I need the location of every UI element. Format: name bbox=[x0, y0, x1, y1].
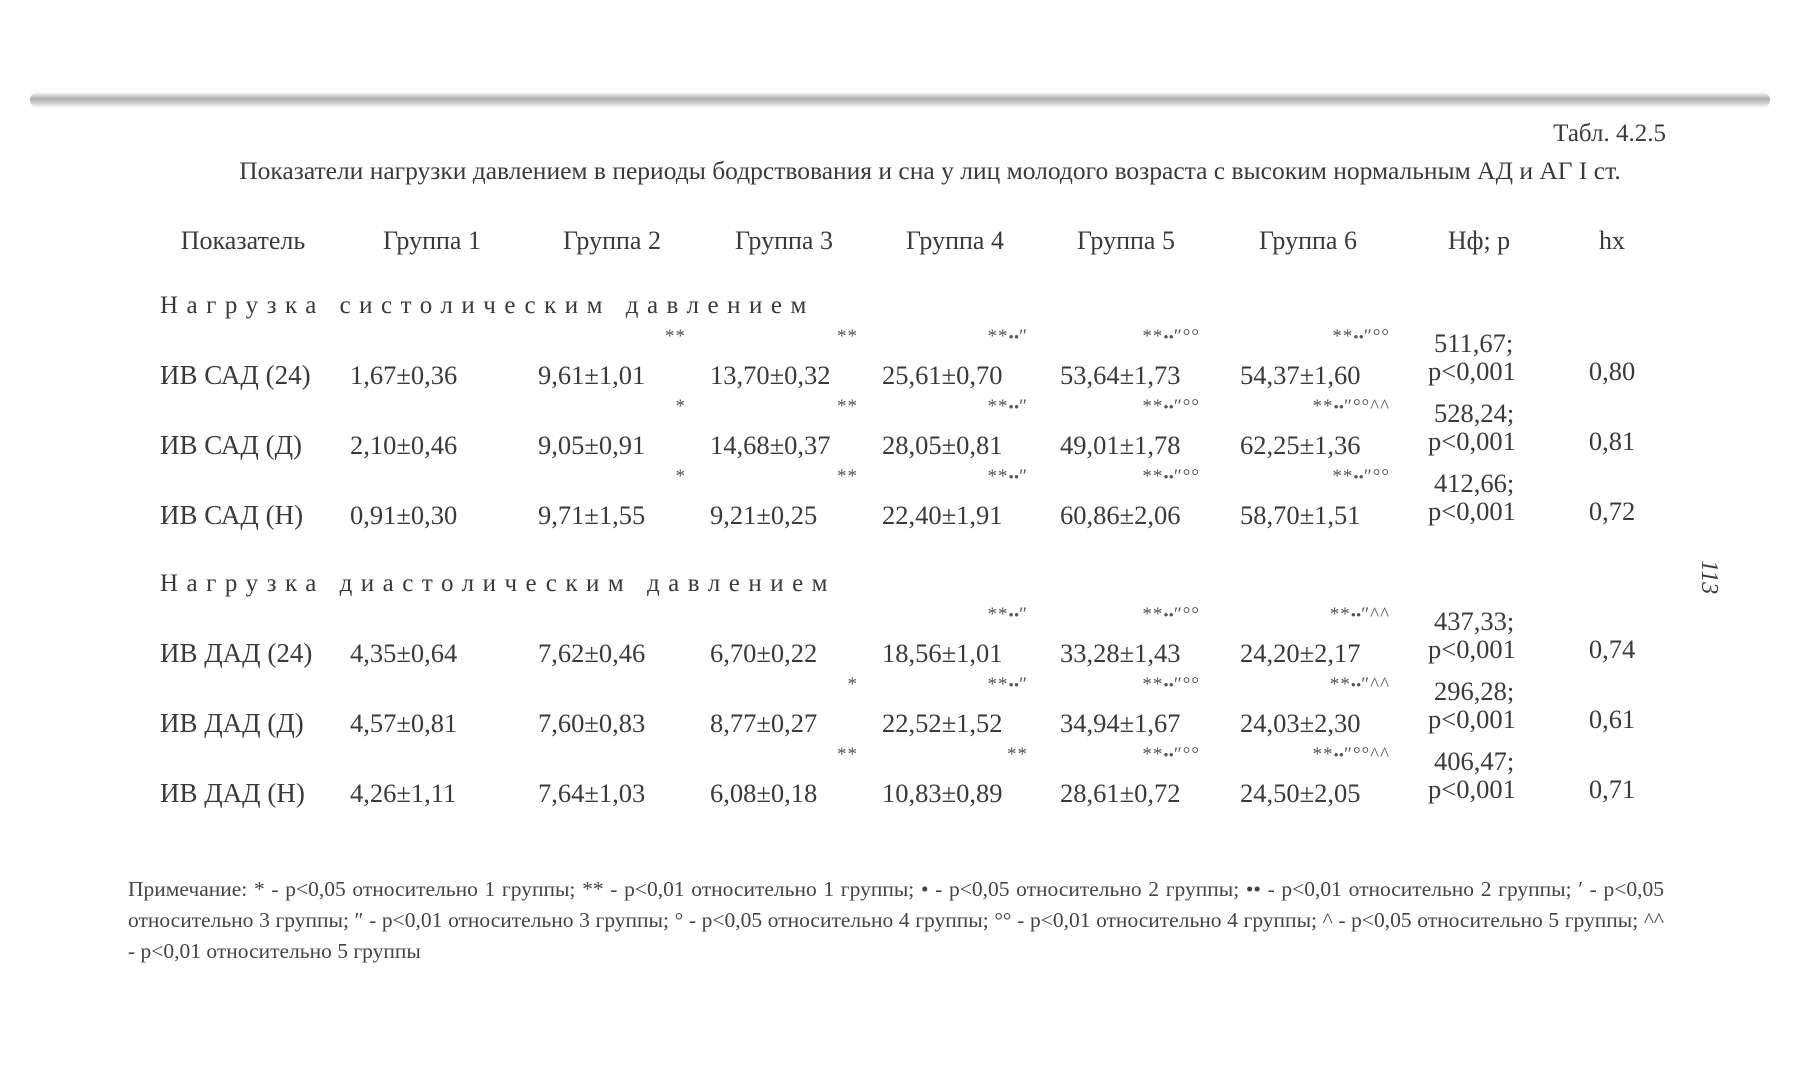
cell-value-group-5: 53,64±1,73 bbox=[1060, 360, 1181, 390]
significance-marks: **••″°° bbox=[1142, 466, 1200, 487]
significance-marks: **••″^^ bbox=[1329, 674, 1390, 695]
col-header-group-3: Группа 3 bbox=[735, 226, 833, 255]
cell-value-group-2: 9,05±0,91 bbox=[538, 430, 646, 460]
cell-p-value: p<0,001 bbox=[1428, 704, 1516, 734]
cell-hx-value: 0,74 bbox=[1588, 634, 1636, 664]
page-number: 113 bbox=[1696, 560, 1722, 595]
cell-value-group-4: 10,83±0,89 bbox=[882, 778, 1003, 808]
row-label: ИВ САД (24) bbox=[160, 360, 311, 390]
cell-value-group-2: 7,60±0,83 bbox=[538, 708, 646, 738]
cell-p-value: p<0,001 bbox=[1428, 634, 1516, 664]
cell-value-group-1: 0,91±0,30 bbox=[350, 500, 458, 530]
significance-marks: **••″°° bbox=[1142, 744, 1200, 765]
significance-marks: **••″ bbox=[987, 326, 1028, 347]
cell-hx-value: 0,81 bbox=[1588, 426, 1636, 456]
significance-marks: ** bbox=[837, 466, 858, 487]
significance-marks: ** bbox=[837, 396, 858, 417]
col-header-group-4: Группа 4 bbox=[906, 226, 1004, 255]
section-title: Нагрузка систолическим давлением bbox=[160, 292, 815, 319]
significance-marks: **••″°° bbox=[1332, 466, 1390, 487]
significance-marks: **••″°° bbox=[1332, 326, 1390, 347]
cell-value-group-2: 7,64±1,03 bbox=[538, 778, 646, 808]
significance-marks: ** bbox=[837, 744, 858, 765]
row-label: ИВ ДАД (Д) bbox=[160, 708, 304, 738]
cell-p-value: p<0,001 bbox=[1428, 426, 1516, 456]
significance-marks: **••″ bbox=[987, 604, 1028, 625]
significance-marks: ** bbox=[837, 326, 858, 347]
cell-value-group-2: 7,62±0,46 bbox=[538, 638, 646, 668]
cell-hx-value: 0,80 bbox=[1588, 356, 1636, 386]
row-label: ИВ ДАД (24) bbox=[160, 638, 313, 668]
cell-p-value: p<0,001 bbox=[1428, 496, 1516, 526]
significance-marks: ** bbox=[1007, 744, 1028, 765]
significance-marks: **••″^^ bbox=[1329, 604, 1390, 625]
cell-value-group-4: 22,40±1,91 bbox=[882, 500, 1003, 530]
cell-value-group-3: 8,77±0,27 bbox=[710, 708, 818, 738]
cell-h-value: 296,28; bbox=[1434, 676, 1515, 706]
scan-shadow-band bbox=[30, 92, 1770, 108]
col-header-group-2: Группа 2 bbox=[563, 226, 661, 255]
significance-marks: **••″°°^^ bbox=[1312, 396, 1390, 417]
cell-value-group-6: 58,70±1,51 bbox=[1240, 500, 1361, 530]
significance-marks: * bbox=[675, 396, 686, 417]
cell-value-group-4: 18,56±1,01 bbox=[882, 638, 1003, 668]
col-header-group-6: Группа 6 bbox=[1259, 226, 1357, 255]
cell-value-group-4: 22,52±1,52 bbox=[882, 708, 1003, 738]
cell-value-group-6: 24,20±2,17 bbox=[1240, 638, 1361, 668]
cell-value-group-4: 28,05±0,81 bbox=[882, 430, 1003, 460]
col-header-indicator: Показатель bbox=[180, 226, 306, 255]
significance-marks: **••″ bbox=[987, 674, 1028, 695]
significance-marks: **••″°° bbox=[1142, 604, 1200, 625]
significance-marks: * bbox=[847, 674, 858, 695]
cell-h-value: 412,66; bbox=[1434, 468, 1515, 498]
significance-marks: * bbox=[675, 466, 686, 487]
col-header-group-1: Группа 1 bbox=[383, 226, 481, 255]
cell-value-group-3: 14,68±0,37 bbox=[710, 430, 831, 460]
table-number: Табл. 4.2.5 bbox=[1553, 120, 1666, 147]
cell-value-group-6: 24,50±2,05 bbox=[1240, 778, 1361, 808]
cell-value-group-1: 1,67±0,36 bbox=[350, 360, 458, 390]
cell-p-value: p<0,001 bbox=[1428, 356, 1516, 386]
cell-h-value: 528,24; bbox=[1434, 398, 1515, 428]
cell-value-group-1: 4,35±0,64 bbox=[350, 638, 458, 668]
cell-p-value: p<0,001 bbox=[1428, 774, 1516, 804]
row-label: ИВ САД (Д) bbox=[160, 430, 302, 460]
cell-value-group-5: 34,94±1,67 bbox=[1060, 708, 1181, 738]
cell-value-group-5: 33,28±1,43 bbox=[1060, 638, 1181, 668]
significance-marks: **••″°° bbox=[1142, 396, 1200, 417]
cell-value-group-1: 4,57±0,81 bbox=[350, 708, 458, 738]
cell-hx-value: 0,72 bbox=[1588, 496, 1636, 526]
significance-marks: ** bbox=[665, 326, 686, 347]
cell-value-group-2: 9,71±1,55 bbox=[538, 500, 646, 530]
col-header-hx: hx bbox=[1599, 226, 1625, 255]
significance-marks: **••″ bbox=[987, 466, 1028, 487]
cell-value-group-3: 6,70±0,22 bbox=[710, 638, 818, 668]
cell-value-group-5: 60,86±2,06 bbox=[1060, 500, 1181, 530]
cell-value-group-3: 9,21±0,25 bbox=[710, 500, 818, 530]
significance-marks: **••″ bbox=[987, 396, 1028, 417]
cell-h-value: 437,33; bbox=[1434, 606, 1515, 636]
table-title: Показатели нагрузки давлением в периоды бодрствования и сна у лиц молодого возраста с высоким нормальным АД и АГ I ст. bbox=[239, 156, 1621, 185]
cell-hx-value: 0,61 bbox=[1588, 704, 1636, 734]
cell-value-group-5: 49,01±1,78 bbox=[1060, 430, 1181, 460]
cell-value-group-1: 4,26±1,11 bbox=[350, 778, 457, 808]
cell-value-group-6: 62,25±1,36 bbox=[1240, 430, 1361, 460]
cell-value-group-1: 2,10±0,46 bbox=[350, 430, 458, 460]
cell-value-group-6: 24,03±2,30 bbox=[1240, 708, 1361, 738]
significance-marks: **••″°° bbox=[1142, 674, 1200, 695]
cell-h-value: 511,67; bbox=[1434, 328, 1514, 358]
col-header-h-p: Нф; р bbox=[1447, 226, 1511, 255]
significance-marks: **••″°°^^ bbox=[1312, 744, 1390, 765]
row-label: ИВ ДАД (Н) bbox=[160, 778, 305, 808]
table-note: Примечание: * - p<0,05 относительно 1 группы; ** - p<0,01 относительно 1 группы; • - p<0,05 относительно 2 группы; •• - p<0,01 относительно 2 группы; ′ - p<0,05 относительно 3 группы; ″ - p<0,01 относительно 3 группы; ° - p<0,05 относительно 4 группы; °° - p<0,01 относительно 4 группы; ^ - p<0,05 относительно 5 группы; ^^ - p<0,01 относительно 5 группы bbox=[128, 877, 1664, 963]
significance-marks: **••″°° bbox=[1142, 326, 1200, 347]
col-header-group-5: Группа 5 bbox=[1077, 226, 1175, 255]
cell-value-group-5: 28,61±0,72 bbox=[1060, 778, 1181, 808]
cell-hx-value: 0,71 bbox=[1588, 774, 1636, 804]
cell-value-group-3: 6,08±0,18 bbox=[710, 778, 818, 808]
cell-value-group-4: 25,61±0,70 bbox=[882, 360, 1003, 390]
cell-value-group-6: 54,37±1,60 bbox=[1240, 360, 1361, 390]
cell-h-value: 406,47; bbox=[1434, 746, 1515, 776]
cell-value-group-2: 9,61±1,01 bbox=[538, 360, 646, 390]
section-title: Нагрузка диастолическим давлением bbox=[160, 570, 836, 597]
cell-value-group-3: 13,70±0,32 bbox=[710, 360, 831, 390]
row-label: ИВ САД (Н) bbox=[160, 500, 304, 530]
